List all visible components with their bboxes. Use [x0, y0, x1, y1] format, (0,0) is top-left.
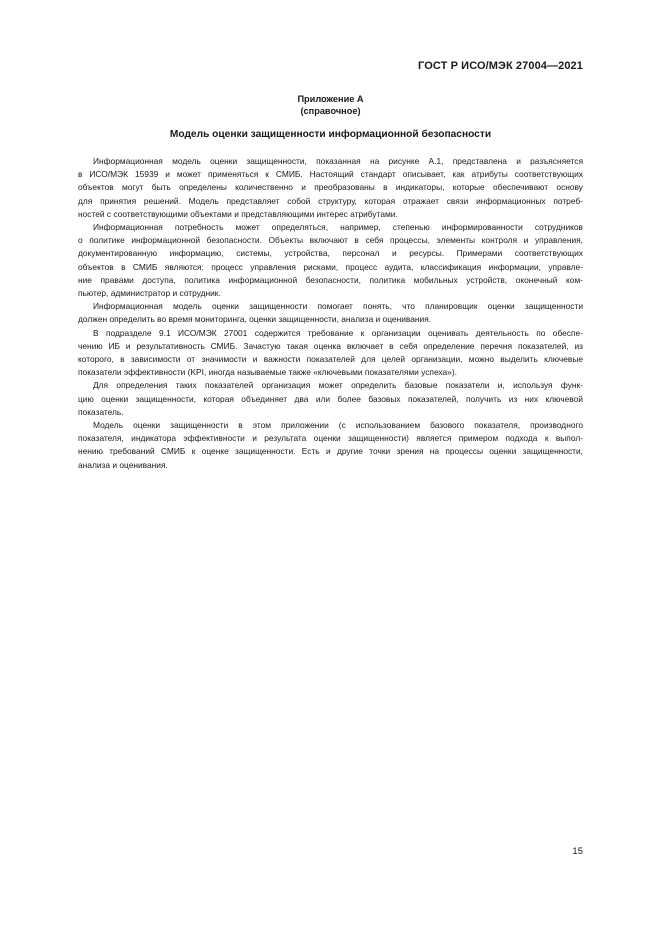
paragraph-line: Информационная модель оценки защищенности, показанная на рисунке А.1, представлена и разъясняется: [93, 156, 583, 166]
paragraph-line: которого, в зависимости от значимости и важности показателей для целей организации, можно выделить ключевые: [78, 354, 583, 365]
paragraph-line: Для определения таких показателей организация может определить базовые показатели и, используя функ-: [93, 380, 583, 391]
standard-designation: ГОСТ Р ИСО/МЭК 27004—2021: [418, 60, 583, 72]
paragraph: [78, 327, 583, 380]
annex-heading: [0, 93, 661, 117]
paragraph-line: объектов в СМИБ являются: процесс управления рисками, процесс аудита, классификация информации, управле-: [78, 261, 583, 272]
paragraph-line: о политике информационной безопасности. Объекты включают в себя процессы, элементы контроля и управления,: [78, 235, 583, 246]
paragraph-line: в ИСО/МЭК 15939 и может применяться к СМИБ. Настоящий стандарт описывает, как атрибуты соответствующих: [78, 169, 583, 180]
paragraph-line: анализа и оценивания.: [78, 459, 168, 470]
body-text: [78, 155, 583, 472]
paragraph: [78, 155, 583, 221]
paragraph-line: Информационная модель оценки защищенности помогает понять, что планировщик оценки защищенности: [93, 301, 583, 312]
paragraph-line: ностей с соответствующими объектами и представляющими интерес атрибутами.: [78, 208, 398, 219]
paragraph-line: должен определить во время мониторинга, оценки защищенности, анализа и оценивания.: [78, 314, 432, 325]
section-title: Модель оценки защищенности информационной безопасности: [169, 129, 492, 140]
paragraph: [78, 419, 583, 472]
paragraph: [78, 300, 583, 326]
paragraph: [78, 379, 583, 419]
paragraph-line: Модель оценки защищенности в этом приложении (с использованием базового показателя, производного: [93, 420, 583, 431]
paragraph-line: Информационная потребность может определяться, например, степенью информированности сотрудников: [93, 222, 583, 233]
paragraph-line: чению ИБ и результативность СМИБ. Зачастую такая оценка включает в себя определение перечня показателей, из: [78, 340, 583, 351]
paragraph-line: нению требований СМИБ к оценке защищенности. Есть и другие точки зрения на процессы оценки защищенности,: [78, 446, 583, 457]
paragraph-line: ние правами доступа, политика информационной безопасности, политика мобильных устройств, оконечный ком-: [78, 274, 583, 285]
annex-note: (справочное): [300, 106, 361, 116]
paragraph-line: цию оценки защищенности, которая объединяет два или более базовых показателей, получить из них ключевой: [78, 393, 583, 404]
paragraph-line: для принятия решений. Модель представляет собой структуру, которая отражает связи информационных потреб-: [78, 195, 583, 206]
paragraph-line: пьютер, администратор и сотрудник.: [78, 288, 221, 299]
paragraph-line: объектов могут быть определены количественно и преобразованы в индикаторы, которые обеспечивают основу: [78, 182, 583, 193]
paragraph-line: показатель.: [78, 406, 124, 417]
paragraph-line: показатели эффективности (KPI, иногда называемые также «ключевыми показателями успеха»).: [78, 367, 457, 378]
paragraph-line: показателя, индикатора эффективности и результата оценки защищенности) является примером подхода к выпол-: [78, 433, 583, 444]
page-number: 15: [572, 846, 583, 857]
paragraph-line: В подразделе 9.1 ИСО/МЭК 27001 содержится требование к организации оценивать деятельность по обеспе-: [93, 327, 583, 338]
paragraph-line: документированную информацию, системы, устройства, персонал и ресурсы. Примерами соответствующих: [78, 248, 583, 259]
annex-title: Приложение А: [297, 94, 364, 104]
paragraph: [78, 221, 583, 300]
